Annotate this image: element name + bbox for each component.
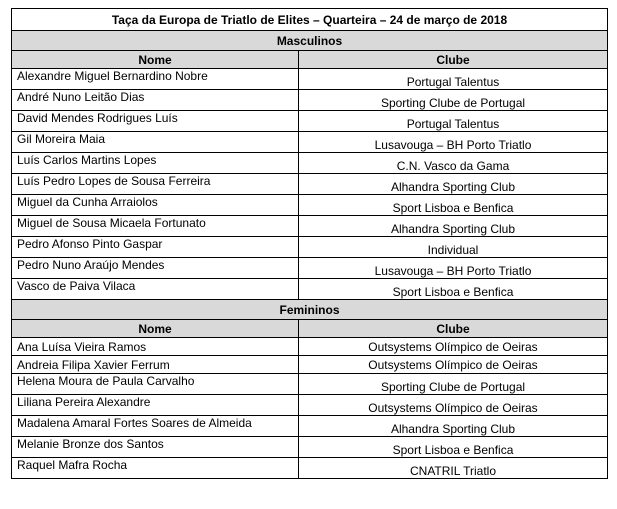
header-row-masculinos [12, 51, 608, 69]
athlete-club: C.N. Vasco da Gama [299, 153, 608, 174]
athlete-club: Outsystems Olímpico de Oeiras [299, 356, 608, 374]
athlete-name: Helena Moura de Paula Carvalho [12, 374, 299, 395]
athlete-name: Madalena Amaral Fortes Soares de Almeida [12, 416, 299, 437]
section-row-femininos [12, 300, 608, 320]
table-row [12, 237, 608, 258]
athlete-name: Raquel Mafra Rocha [12, 458, 299, 479]
table-row [12, 458, 608, 479]
athlete-name: Ana Luísa Vieira Ramos [12, 338, 299, 356]
table-row [12, 111, 608, 132]
section-row-masculinos [12, 31, 608, 51]
table-row [12, 395, 608, 416]
athlete-name: Liliana Pereira Alexandre [12, 395, 299, 416]
table-row [12, 195, 608, 216]
athlete-club: Portugal Talentus [299, 111, 608, 132]
section-label-masculinos: Masculinos [12, 31, 608, 51]
athlete-name: Melanie Bronze dos Santos [12, 437, 299, 458]
document-title: Taça da Europa de Triatlo de Elites – Quarteira – 24 de março de 2018 [12, 9, 608, 31]
title-row [12, 9, 608, 31]
athlete-name: Pedro Afonso Pinto Gaspar [12, 237, 299, 258]
athlete-name: Gil Moreira Maia [12, 132, 299, 153]
athlete-name: Luís Carlos Martins Lopes [12, 153, 299, 174]
athlete-club: Sport Lisboa e Benfica [299, 195, 608, 216]
athlete-club: Outsystems Olímpico de Oeiras [299, 338, 608, 356]
table-row [12, 374, 608, 395]
athlete-club: Lusavouga – BH Porto Triatlo [299, 258, 608, 279]
athlete-club: Alhandra Sporting Club [299, 216, 608, 237]
athlete-club: Outsystems Olímpico de Oeiras [299, 395, 608, 416]
athlete-name: Andreia Filipa Xavier Ferrum [12, 356, 299, 374]
athlete-name: Miguel de Sousa Micaela Fortunato [12, 216, 299, 237]
table-row [12, 416, 608, 437]
column-header-clube: Clube [299, 320, 608, 338]
table-row [12, 90, 608, 111]
athlete-club: Sport Lisboa e Benfica [299, 279, 608, 300]
athlete-club: CNATRIL Triatlo [299, 458, 608, 479]
athlete-club: Lusavouga – BH Porto Triatlo [299, 132, 608, 153]
athlete-name: Pedro Nuno Araújo Mendes [12, 258, 299, 279]
column-header-clube: Clube [299, 51, 608, 69]
results-table [11, 8, 608, 479]
table-row [12, 153, 608, 174]
table-row [12, 69, 608, 90]
table-row [12, 132, 608, 153]
table-row [12, 174, 608, 195]
athlete-name: Miguel da Cunha Arraiolos [12, 195, 299, 216]
table-row [12, 338, 608, 356]
athlete-club: Sporting Clube de Portugal [299, 90, 608, 111]
athlete-club: Sporting Clube de Portugal [299, 374, 608, 395]
table-row [12, 437, 608, 458]
table-row [12, 356, 608, 374]
athlete-name: Alexandre Miguel Bernardino Nobre [12, 69, 299, 90]
athlete-club: Alhandra Sporting Club [299, 416, 608, 437]
section-label-femininos: Femininos [12, 300, 608, 320]
table-row [12, 216, 608, 237]
athlete-name: Luís Pedro Lopes de Sousa Ferreira [12, 174, 299, 195]
athlete-club: Portugal Talentus [299, 69, 608, 90]
athlete-club: Sport Lisboa e Benfica [299, 437, 608, 458]
column-header-nome: Nome [12, 51, 299, 69]
column-header-nome: Nome [12, 320, 299, 338]
athlete-name: André Nuno Leitão Dias [12, 90, 299, 111]
header-row-femininos [12, 320, 608, 338]
table-row [12, 279, 608, 300]
table-row [12, 258, 608, 279]
athlete-club: Alhandra Sporting Club [299, 174, 608, 195]
athlete-club: Individual [299, 237, 608, 258]
athlete-name: David Mendes Rodrigues Luís [12, 111, 299, 132]
athlete-name: Vasco de Paiva Vilaca [12, 279, 299, 300]
